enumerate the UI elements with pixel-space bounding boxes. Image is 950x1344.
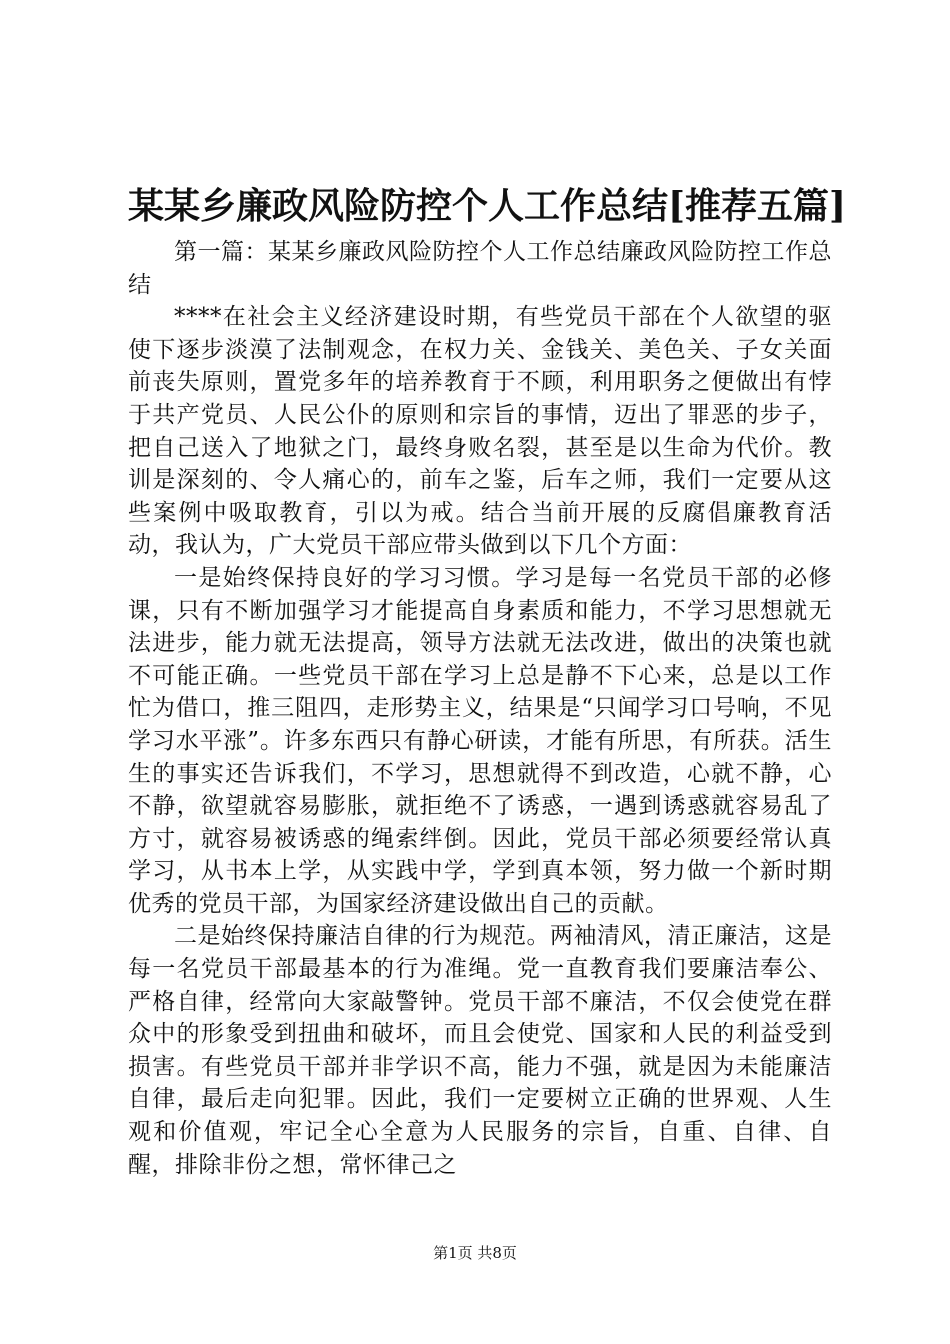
document-title: 某某乡廉政风险防控个人工作总结[推荐五篇] xyxy=(128,185,847,227)
page-footer xyxy=(0,1243,950,1263)
document-body xyxy=(128,236,832,1181)
paragraph-section-heading: 第一篇：某某乡廉政风险防控个人工作总结廉政风险防控工作总结 xyxy=(128,239,832,298)
paragraph-point-two: 二是始终保持廉洁自律的行为规范。两袖清风，清正廉洁，这是每一名党员干部最基本的行为准绳。党一直教育我们要廉洁奉公、严格自律，经常向大家敲警钟。党员干部不廉洁，不仅会使党在群众中的形象受到扭曲和破坏，而且会使党、国家和人民的利益受到损害。有些党员干部并非学识不高，能力不强，就是因为未能廉洁自律，最后走向犯罪。因此，我们一定要树立正确的世界观、人生观和价值观，牢记全心全意为人民服务的宗旨，自重、自律、自醒，排除非份之想，常怀律己之 xyxy=(128,923,832,1178)
page-number: 第1页 共8页 xyxy=(433,1244,517,1262)
paragraph-point-one: 一是始终保持良好的学习习惯。学习是每一名党员干部的必修课，只有不断加强学习才能提高自身素质和能力，不学习思想就无法进步，能力就无法提高，领导方法就无法改进，做出的决策也就不可能正确。一些党员干部在学习上总是静不下心来，总是以工作忙为借口，推三阻四，走形势主义，结果是“只闻学习口号响，不见学习水平涨”。许多东西只有静心研读，才能有所思，有所获。活生生的事实还告诉我们，不学习，思想就得不到改造，心就不静，心不静，欲望就容易膨胀，就拒绝不了诱惑，一遇到诱惑就容易乱了方寸，就容易被诱惑的绳索绊倒。因此，党员干部必须要经常认真学习，从书本上学，从实践中学，学到真本领，努力做一个新时期优秀的党员干部，为国家经济建设做出自己的贡献。 xyxy=(128,564,832,917)
paragraph-intro: ****在社会主义经济建设时期，有些党员干部在个人欲望的驱使下逐步淡漠了法制观念，在权力关、金钱关、美色关、子女关面前丧失原则，置党多年的培养教育于不顾，利用职务之便做出有悖于共产党员、人民公仆的原则和宗旨的事情，迈出了罪恶的步子，把自己送入了地狱之门，最终身败名裂，甚至是以生命为代价。教训是深刻的、令人痛心的，前车之鉴，后车之师，我们一定要从这些案例中吸取教育，引以为戒。结合当前开展的反腐倡廉教育活动，我认为，广大党员干部应带头做到以下几个方面： xyxy=(128,304,832,559)
